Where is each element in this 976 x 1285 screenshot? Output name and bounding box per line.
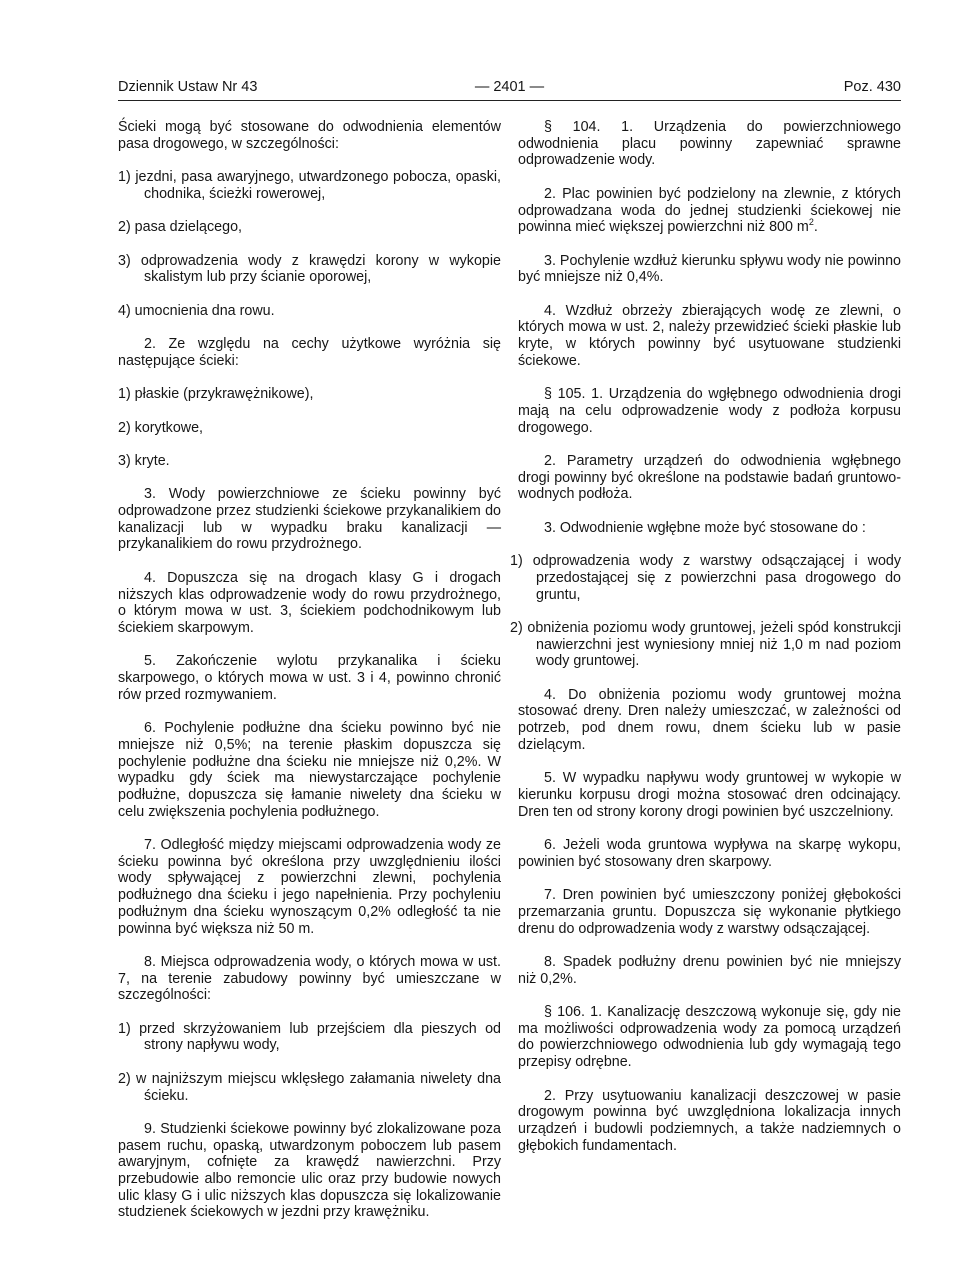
paragraph: 3. Odwodnienie wgłębne może być stosowane do : xyxy=(544,519,866,536)
paragraph: 5. Zakończenie wylotu przykanalika i ścieku skarpowego, o których mowa w ust. 3 i 4, powinno chronić rów przed rozmywaniem. xyxy=(118,653,501,703)
paragraph: 8. Miejsca odprowadzenia wody, o których mowa w ust. 7, na terenie zabudowy powinny być umieszczane w szczególności: xyxy=(118,953,501,1004)
paragraph: Ścieki mogą być stosowane do odwodnienia elementów pasa drogowego, w szczególności: xyxy=(118,119,501,152)
list-item: 4) umocnienia dna rowu. xyxy=(118,302,275,319)
paragraph: 3. Pochylenie wzdłuż kierunku spływu wody nie powinno być mniejsze niż 0,4%. xyxy=(518,252,901,286)
paragraph: 8. Spadek podłużny drenu powinien być nie mniejszy niż 0,2%. xyxy=(518,953,901,987)
paragraph: 9. Studzienki ściekowe powinny być zlokalizowane poza pasem ruchu, opaską, utwardzonym poboczem lub pasem awaryjnym, cofnięte za krawędź nawierzchni. Przy przebudowie albo remoncie ulic oraz przy budowie nowych ulic klasy G i ulic niższych klas dopuszcza się lokalizowanie studzienek ściekowych w jezdni przy krawężniku. xyxy=(118,1120,501,1221)
list-item: 2) korytkowe, xyxy=(118,419,204,436)
paragraph: 7. Dren powinien być umieszczony poniżej głębokości przemarzania gruntu. Dopuszcza się wykonanie płytkiego drenu do odprowadzenia wody z warstwy odsączającej. xyxy=(518,887,901,937)
paragraph: § 104. 1. Urządzenia do powierzchniowego odwodnienia placu powinny zapewniać sprawne odprowadzenie wody. xyxy=(518,119,901,169)
paragraph: 3. Wody powierzchniowe ze ścieku powinny być odprowadzone przez studzienki ściekowe przykanalikiem do kanalizacji lub w wypadku braku kanalizacji — przykanalikiem do rowu przydrożnego. xyxy=(118,486,501,553)
paragraph: § 105. 1. Urządzenia do wgłębnego odwodnienia drogi mają na celu odprowadzenie wody z podłoża korpusu drogowego. xyxy=(518,386,901,436)
paragraph: 7. Odległość między miejscami odprowadzenia wody ze ścieku powinna być określona przy uwzględnieniu ilości wody spływającej z powierzchni zlewni, pochylenia podłużnego dna ścieku i jego napełnienia. Przy pochyleniu podłużnym dna ścieku wynoszącym 0,2% odległość ta nie powinna być większa niż 50 m. xyxy=(118,837,501,937)
paragraph: 5. W wypadku napływu wody gruntowej w wykopie w kierunku korpusu drogi można stosować dren odcinający. Dren ten od strony korony drogi powinien być uszczelniony. xyxy=(518,770,901,820)
journal-title: Dziennik Ustaw Nr 43 xyxy=(118,79,258,95)
left-column xyxy=(118,119,501,1221)
paragraph: 2. Przy usytuowaniu kanalizacji deszczowej w pasie drogowym powinna być uwzględniona lokalizacja innych urządzeń i budowli podziemnych, a także nadziemnych o głębokich fundamentach. xyxy=(518,1087,901,1154)
paragraph xyxy=(518,186,901,236)
paragraph: 2. Ze względu na cechy użytkowe wyróżnia się następujące ścieki: xyxy=(118,336,501,369)
period: . xyxy=(813,219,818,236)
paragraph: 4. Dopuszcza się na drogach klasy G i drogach niższych klas odprowadzenie wody do rowu przydrożnego, o którym mowa w ust. 3, ściekiem podchodnikowym lub ściekiem skarpowym. xyxy=(118,569,501,636)
paragraph: 2. Parametry urządzeń do odwodnienia wgłębnego drogi powinny być określone na podstawie badań gruntowo-wodnych podłoża. xyxy=(518,452,901,503)
list-item: 2) obniżenia poziomu wody gruntowej, jeżeli spód konstrukcji nawierzchni jest wyniesiony mniej niż 1,0 m nad poziom wody gruntowej. xyxy=(510,619,901,670)
right-column xyxy=(510,119,901,1154)
list-item: 3) kryte. xyxy=(118,452,170,469)
paragraph: 6. Jeżeli woda gruntowa wypływa na skarpę wykopu, powinien być stosowany dren skarpowy. xyxy=(518,837,901,870)
list-item: 1) płaskie (przykrawężnikowe), xyxy=(118,386,314,403)
list-item: 1) odprowadzenia wody z warstwy odsączającej i wody przedostającej się z powierzchni pasa drogowego do gruntu, xyxy=(510,553,901,603)
page-header xyxy=(118,79,901,99)
paragraph: § 106. 1. Kanalizację deszczową wykonuje się, gdy nie ma możliwości odprowadzenia wody za pomocą urządzeń do powierzchniowego odwodnienia lub gdy wymagają tego przepisy odrębne. xyxy=(518,1004,901,1071)
paragraph-text: 2. Plac powinien być podzielony na zlewnie, z których odprowadzana woda do jednej studzienki ściekowej nie powinna mieć większej powierzchni niż 800 m xyxy=(518,185,901,236)
paragraph: 4. Do obniżenia poziomu wody gruntowej można stosować dreny. Dren należy umieszczać, w zależności od potrzeb, pod dnem rowu, dnem ścieku lub w pasie dzielącym. xyxy=(518,686,901,753)
position-number: Poz. 430 xyxy=(843,79,901,95)
list-item: 1) jezdni, pasa awaryjnego, utwardzonego pobocza, opaski, chodnika, ścieżki rowerowej, xyxy=(118,169,501,202)
paragraph: 6. Pochylenie podłużne dna ścieku powinno być nie mniejsze niż 0,5%; na terenie płaskim dopuszcza się pochylenie podłużne dna ścieku nie mniejsze niż 0,2%. W wypadku gdy ściek ma niewystarczające pochylenie podłużne, dopuszcza się łamanie niwelety dna ścieku w celu zwiększenia pochylenia podłużnego. xyxy=(118,720,501,820)
paragraph: 4. Wzdłuż obrzeży zbierających wodę ze zlewni, o których mowa w ust. 2, należy przewidzieć ścieki płaskie lub kryte, w których powinny być usytuowane studzienki ściekowe. xyxy=(518,302,901,369)
superscript: 2 xyxy=(808,217,814,228)
list-item: 3) odprowadzenia wody z krawędzi korony w wykopie skalistym lub przy ścianie oporowej, xyxy=(118,252,501,286)
list-item: 1) przed skrzyżowaniem lub przejściem dla pieszych od strony napływu wody, xyxy=(118,1020,501,1054)
page-number: — 2401 — xyxy=(474,79,545,95)
list-item: 2) w najniższym miejscu wklęsłego załamania niwelety dna ścieku. xyxy=(118,1070,501,1104)
list-item: 2) pasa dzielącego, xyxy=(118,219,242,236)
header-rule xyxy=(118,100,901,101)
